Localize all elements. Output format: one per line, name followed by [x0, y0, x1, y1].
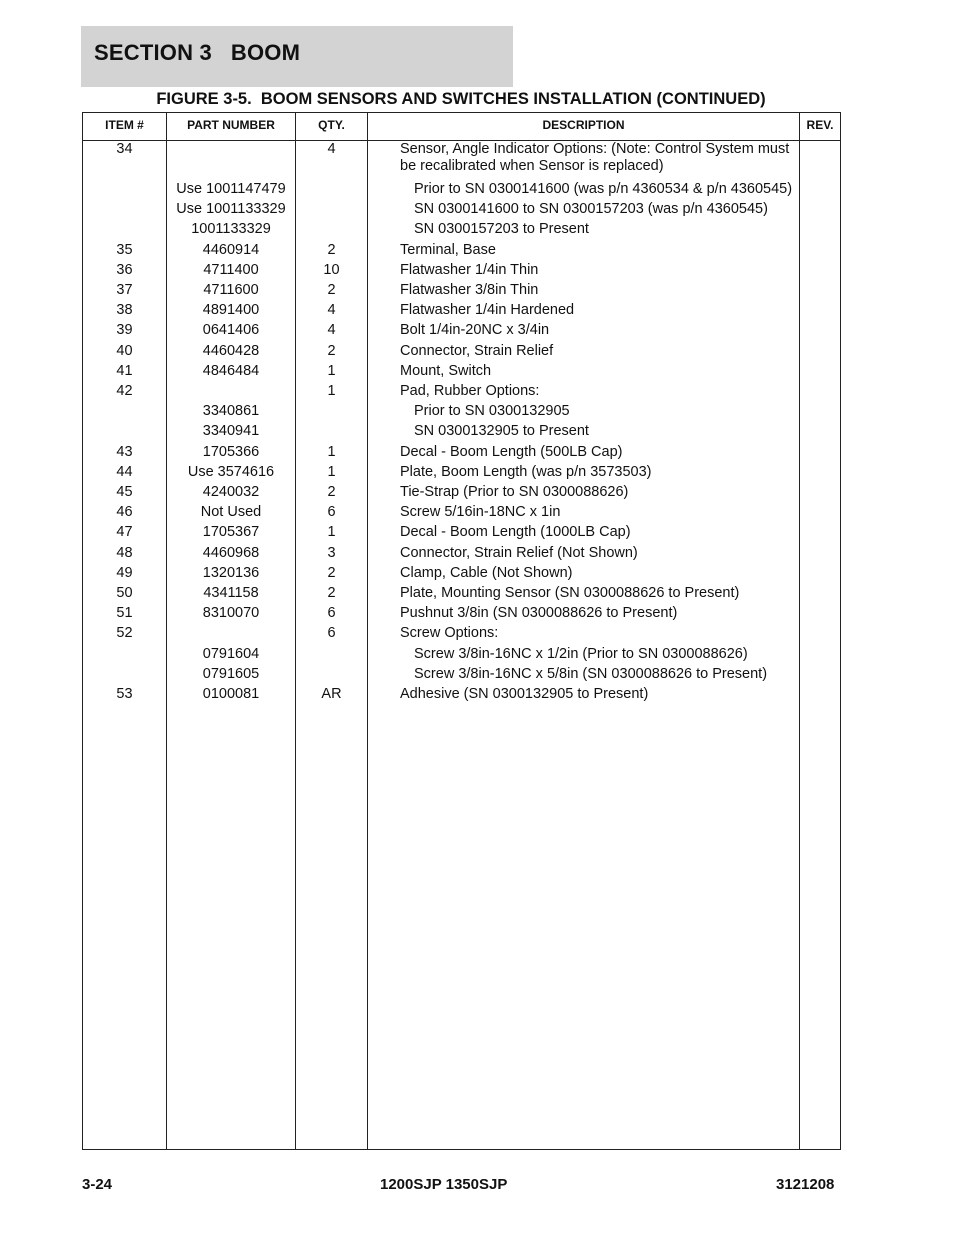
item-cell: 42	[116, 383, 133, 399]
description-cell: Prior to SN 0300141600 (was p/n 4360534 & p/n 4360545)	[414, 181, 793, 197]
column-header-item: ITEM #	[105, 118, 144, 132]
description-cell: Prior to SN 0300132905	[414, 403, 570, 420]
part-number-cell: 3340861	[202, 403, 260, 420]
table-row	[83, 201, 840, 221]
part-number-cell: 1705367	[202, 524, 260, 541]
description-cell: Tie-Strap (Prior to SN 0300088626)	[400, 484, 629, 500]
description-cell: Decal - Boom Length (1000LB Cap)	[400, 524, 631, 541]
table-row	[83, 282, 840, 302]
item-cell: 36	[116, 261, 133, 278]
table-row	[83, 403, 840, 423]
table-row	[83, 322, 840, 342]
description-cell: Plate, Boom Length (was p/n 3573503)	[400, 463, 652, 480]
item-cell: 45	[116, 484, 133, 500]
table-row	[83, 444, 840, 464]
qty-cell: 6	[327, 605, 336, 622]
column-header-part-number: PART NUMBER	[187, 118, 275, 132]
qty-cell: 1	[327, 524, 336, 541]
item-cell: 37	[116, 282, 133, 298]
part-number-cell: 0791604	[202, 645, 260, 662]
model-numbers: 1200SJP 1350SJP	[380, 1176, 508, 1193]
qty-cell: 2	[327, 282, 336, 298]
qty-cell: 2	[327, 484, 336, 500]
description-cell: Adhesive (SN 0300132905 to Present)	[400, 686, 649, 702]
part-number-cell: Not Used	[200, 504, 262, 521]
table-row	[83, 565, 840, 585]
item-cell: 49	[116, 564, 133, 581]
item-cell: 51	[116, 605, 133, 622]
item-cell: 48	[116, 544, 133, 561]
part-number-cell: 4460914	[202, 241, 260, 258]
qty-cell: 1	[327, 362, 336, 379]
table-row	[83, 464, 840, 484]
figure-title: FIGURE 3-5. BOOM SENSORS AND SWITCHES INSTALLATION (CONTINUED)	[156, 90, 766, 108]
description-cell: Pushnut 3/8in (SN 0300088626 to Present)	[400, 605, 678, 622]
table-row	[83, 423, 840, 443]
table-row	[83, 242, 840, 262]
qty-cell: 10	[323, 261, 340, 278]
table-row	[83, 646, 840, 666]
description-cell: Decal - Boom Length (500LB Cap)	[400, 443, 623, 460]
table-row	[83, 141, 840, 174]
table-row	[83, 504, 840, 524]
item-cell: 40	[116, 342, 133, 359]
qty-cell: 6	[327, 625, 336, 642]
description-cell: Flatwasher 1/4in Hardened	[400, 302, 575, 319]
item-cell: 35	[116, 241, 133, 258]
table-row	[83, 363, 840, 383]
qty-cell: 2	[327, 585, 336, 601]
description-cell: Flatwasher 1/4in Thin	[400, 261, 539, 278]
part-number-cell: 1001133329	[191, 221, 271, 238]
table-row	[83, 302, 840, 322]
qty-cell: 1	[327, 383, 336, 399]
part-number-cell: 0641406	[202, 322, 260, 339]
description-cell: Sensor, Angle Indicator Options: (Note: Control System must be recalibrated when Sensor is replaced)	[400, 141, 790, 174]
part-number-cell: 4711400	[203, 261, 259, 278]
table-row	[83, 343, 840, 363]
description-cell: Bolt 1/4in-20NC x 3/4in	[400, 322, 550, 339]
table-row	[83, 484, 840, 504]
table-row	[83, 524, 840, 544]
part-number-cell: 0100081	[202, 686, 260, 702]
description-cell: Pad, Rubber Options:	[400, 383, 540, 399]
part-number-cell: 1705366	[202, 443, 260, 460]
description-cell: SN 0300157203 to Present	[414, 221, 589, 238]
section-title: SECTION 3 BOOM	[94, 40, 301, 65]
description-cell: Plate, Mounting Sensor (SN 0300088626 to Present)	[400, 585, 740, 601]
description-cell: Clamp, Cable (Not Shown)	[400, 564, 573, 581]
item-cell: 41	[116, 362, 133, 379]
item-cell: 43	[116, 443, 133, 460]
part-number-cell: 3340941	[202, 423, 260, 440]
part-number-cell: 0791605	[202, 665, 260, 682]
section-header-band	[81, 26, 513, 87]
qty-cell: 1	[327, 463, 336, 480]
description-cell: Flatwasher 3/8in Thin	[400, 282, 539, 298]
qty-cell: 4	[327, 322, 336, 339]
qty-cell: 2	[327, 564, 336, 581]
table-row	[83, 383, 840, 403]
column-header-qty: QTY.	[318, 118, 345, 132]
qty-cell: 6	[327, 504, 336, 521]
part-number-cell: 8310070	[202, 605, 260, 622]
item-cell: 46	[116, 504, 133, 521]
item-cell: 52	[116, 625, 133, 642]
qty-cell: 3	[327, 544, 336, 561]
table-row	[83, 605, 840, 625]
description-cell: Screw Options:	[400, 625, 499, 642]
part-number-cell: 4846484	[202, 362, 260, 379]
table-row	[83, 262, 840, 282]
part-number-cell: 4711600	[203, 282, 259, 298]
description-cell: Screw 3/8in-16NC x 1/2in (Prior to SN 0300088626)	[414, 645, 748, 662]
parts-table	[82, 112, 841, 1150]
description-cell: Mount, Switch	[400, 362, 492, 379]
description-cell: SN 0300141600 to SN 0300157203 (was p/n 4360545)	[414, 201, 768, 218]
qty-cell: 1	[327, 443, 336, 460]
item-cell: 39	[116, 322, 133, 339]
item-cell: 47	[116, 524, 133, 541]
table-row	[83, 625, 840, 645]
item-cell: 50	[116, 585, 133, 601]
description-cell: Terminal, Base	[400, 241, 496, 258]
description-cell: Connector, Strain Relief	[400, 342, 554, 359]
description-cell: Connector, Strain Relief (Not Shown)	[400, 544, 638, 561]
part-number-cell: Use 1001147479	[176, 181, 286, 197]
document-number: 3121208	[776, 1176, 835, 1193]
table-row	[83, 585, 840, 605]
table-row	[83, 181, 840, 201]
qty-cell: AR	[321, 686, 342, 702]
part-number-cell: 4460968	[202, 544, 260, 561]
column-header-description: DESCRIPTION	[542, 118, 625, 132]
item-cell: 34	[116, 141, 133, 157]
description-cell: Screw 5/16in-18NC x 1in	[400, 504, 561, 521]
table-row	[83, 545, 840, 565]
part-number-cell: Use 3574616	[187, 463, 275, 480]
item-cell: 38	[116, 302, 133, 319]
part-number-cell: 4341158	[203, 585, 259, 601]
qty-cell: 2	[327, 342, 336, 359]
qty-cell: 4	[327, 302, 336, 319]
qty-cell: 4	[327, 141, 336, 157]
item-cell: 53	[116, 686, 133, 702]
part-number-cell: 4240032	[202, 484, 260, 500]
table-row	[83, 686, 840, 706]
description-cell: SN 0300132905 to Present	[414, 423, 589, 440]
part-number-cell: 4460428	[202, 342, 260, 359]
table-row	[83, 221, 840, 241]
part-number-cell: Use 1001133329	[176, 201, 286, 218]
part-number-cell: 4891400	[202, 302, 260, 319]
column-header-rev: REV.	[806, 118, 834, 132]
part-number-cell: 1320136	[202, 564, 260, 581]
description-cell: Screw 3/8in-16NC x 5/8in (SN 0300088626 to Present)	[414, 665, 768, 682]
qty-cell: 2	[327, 241, 336, 258]
table-row	[83, 666, 840, 686]
page-number: 3-24	[82, 1176, 113, 1193]
item-cell: 44	[116, 463, 133, 480]
